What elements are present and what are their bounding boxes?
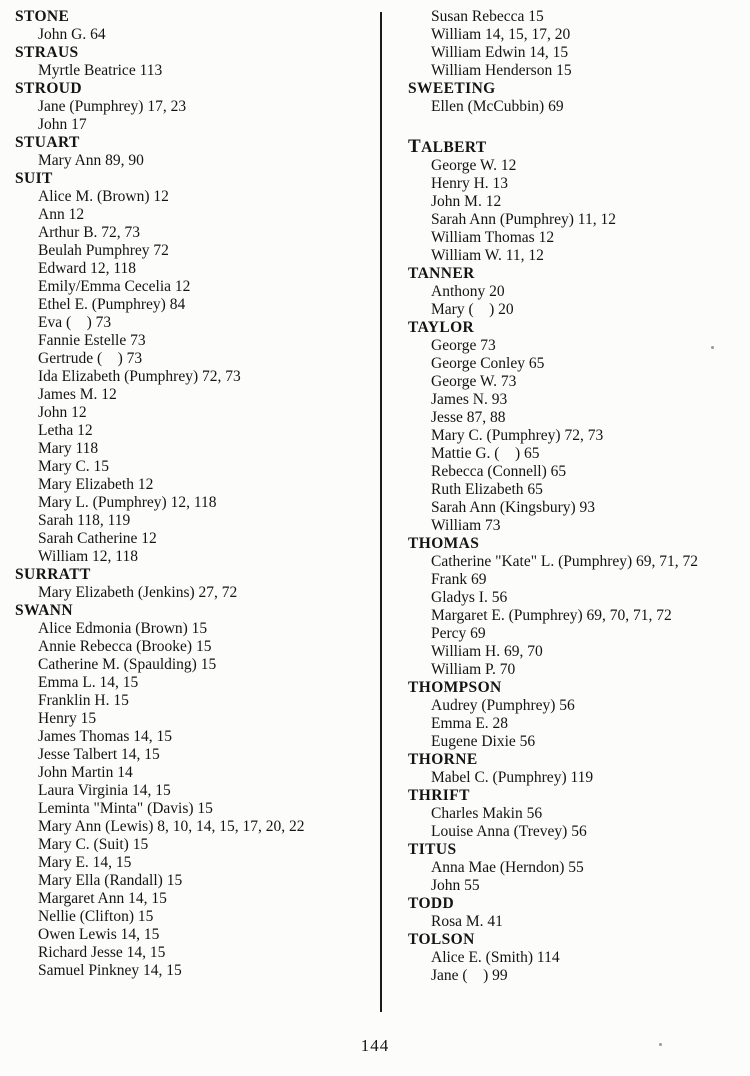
- index-entry: Henry 15: [38, 710, 97, 727]
- surname-heading: STRAUS: [15, 44, 79, 61]
- index-entry: William Thomas 12: [431, 229, 555, 246]
- index-entry: Anthony 20: [431, 283, 505, 300]
- index-entry: Mabel C. (Pumphrey) 119: [431, 769, 594, 786]
- index-entry: Letha 12: [38, 422, 93, 439]
- index-entry: Jane ( ) 99: [431, 967, 508, 984]
- index-entry: Samuel Pinkney 14, 15: [38, 962, 182, 979]
- index-entry: Frank 69: [431, 571, 487, 588]
- index-entry: Sarah 118, 119: [38, 512, 131, 529]
- index-entry: Mary L. (Pumphrey) 12, 118: [38, 494, 217, 511]
- index-entry: Franklin H. 15: [38, 692, 129, 709]
- index-entry: Myrtle Beatrice 113: [38, 62, 163, 79]
- surname-heading: THOMPSON: [408, 679, 502, 696]
- index-entry: Henry H. 13: [431, 175, 509, 192]
- surname-heading: SWANN: [15, 602, 73, 619]
- surname-heading: STONE: [15, 8, 70, 25]
- surname-heading: THORNE: [408, 751, 478, 768]
- index-entry: Ruth Elizabeth 65: [431, 481, 543, 498]
- index-entry: Alice E. (Smith) 114: [431, 949, 560, 966]
- index-entry: Ida Elizabeth (Pumphrey) 72, 73: [38, 368, 241, 385]
- index-entry: William W. 11, 12: [431, 247, 544, 264]
- surname-heading: TAYLOR: [408, 319, 475, 336]
- index-entry: Ethel E. (Pumphrey) 84: [38, 296, 186, 313]
- surname-heading: THRIFT: [408, 787, 470, 804]
- index-entry: Rebecca (Connell) 65: [431, 463, 567, 480]
- index-entry: Jesse 87, 88: [431, 409, 506, 426]
- index-entry: Charles Makin 56: [431, 805, 543, 822]
- index-entry: Emma E. 28: [431, 715, 509, 732]
- surname-heading: STUART: [15, 134, 80, 151]
- index-entry: John 12: [38, 404, 87, 421]
- index-entry: Fannie Estelle 73: [38, 332, 146, 349]
- index-entry: Mary ( ) 20: [431, 301, 514, 318]
- index-entry: Eugene Dixie 56: [431, 733, 536, 750]
- index-entry: Jane (Pumphrey) 17, 23: [38, 98, 187, 115]
- page-number: 144: [360, 1036, 390, 1055]
- index-entry: Catherine "Kate" L. (Pumphrey) 69, 71, 72: [431, 553, 699, 570]
- surname-heading: SWEETING: [408, 80, 496, 97]
- column-divider: [380, 12, 382, 1012]
- index-entry: Mary Elizabeth 12: [38, 476, 154, 493]
- index-entry: Richard Jesse 14, 15: [38, 944, 166, 961]
- index-entry: Margaret E. (Pumphrey) 69, 70, 71, 72: [431, 607, 672, 624]
- index-entry: James Thomas 14, 15: [38, 728, 173, 745]
- index-entry: James N. 93: [431, 391, 508, 408]
- scan-speck: [711, 346, 714, 349]
- index-entry: John Martin 14: [38, 764, 133, 781]
- index-entry: John 17: [38, 116, 87, 133]
- index-entry: Percy 69: [431, 625, 486, 642]
- index-entry: Ellen (McCubbin) 69: [431, 98, 564, 115]
- index-entry: William Henderson 15: [431, 62, 572, 79]
- index-entry: Emily/Emma Cecelia 12: [38, 278, 191, 295]
- index-entry: Eva ( ) 73: [38, 314, 112, 331]
- index-entry: John G. 64: [38, 26, 106, 43]
- index-entry: Mary C. 15: [38, 458, 110, 475]
- index-entry: Beulah Pumphrey 72: [38, 242, 169, 259]
- index-entry: George W. 73: [431, 373, 517, 390]
- index-entry: William 14, 15, 17, 20: [431, 26, 571, 43]
- index-entry: Sarah Ann (Pumphrey) 11, 12: [431, 211, 616, 228]
- index-entry: Rosa M. 41: [431, 913, 503, 930]
- index-entry: John M. 12: [431, 193, 502, 210]
- index-entry: William Edwin 14, 15: [431, 44, 569, 61]
- surname-heading: TALBERT: [408, 136, 487, 157]
- surname-heading: TODD: [408, 895, 455, 912]
- index-entry: Mary C. (Pumphrey) 72, 73: [431, 427, 604, 444]
- index-entry: Margaret Ann 14, 15: [38, 890, 167, 907]
- index-entry: Mary E. 14, 15: [38, 854, 132, 871]
- index-entry: James M. 12: [38, 386, 117, 403]
- index-entry: Laura Virginia 14, 15: [38, 782, 171, 799]
- index-entry: Nellie (Clifton) 15: [38, 908, 154, 925]
- index-entry: Mary Ann 89, 90: [38, 152, 144, 169]
- index-entry: Mary 118: [38, 440, 99, 457]
- index-entry: Mattie G. ( ) 65: [431, 445, 540, 462]
- index-entry: Sarah Catherine 12: [38, 530, 157, 547]
- index-entry: George W. 12: [431, 157, 517, 174]
- index-entry: George Conley 65: [431, 355, 545, 372]
- surname-heading: STROUD: [15, 80, 82, 97]
- index-entry: Alice Edmonia (Brown) 15: [38, 620, 208, 637]
- index-entry: Arthur B. 72, 73: [38, 224, 141, 241]
- index-entry: Louise Anna (Trevey) 56: [431, 823, 587, 840]
- index-entry: Gertrude ( ) 73: [38, 350, 143, 367]
- index-entry: John 55: [431, 877, 480, 894]
- index-entry: Edward 12, 118: [38, 260, 137, 277]
- index-column-left: [15, 8, 377, 980]
- index-entry: Owen Lewis 14, 15: [38, 926, 160, 943]
- section-initial-letter: T: [408, 136, 422, 157]
- index-entry: Emma L. 14, 15: [38, 674, 139, 691]
- surname-heading: TANNER: [408, 265, 475, 282]
- index-entry: Mary Ann (Lewis) 8, 10, 14, 15, 17, 20, 22: [38, 818, 305, 835]
- index-entry: Leminta "Minta" (Davis) 15: [38, 800, 213, 817]
- index-entry: Catherine M. (Spaulding) 15: [38, 656, 217, 673]
- scan-speck: [659, 1043, 662, 1046]
- index-entry: William H. 69, 70: [431, 643, 543, 660]
- index-entry: Jesse Talbert 14, 15: [38, 746, 160, 763]
- index-entry: Ann 12: [38, 206, 85, 223]
- index-entry: Mary Ella (Randall) 15: [38, 872, 183, 889]
- index-entry: Alice M. (Brown) 12: [38, 188, 169, 205]
- index-entry: George 73: [431, 337, 496, 354]
- surname-heading: THOMAS: [408, 535, 480, 552]
- index-entry: Mary Elizabeth (Jenkins) 27, 72: [38, 584, 238, 601]
- index-entry: William 73: [431, 517, 501, 534]
- index-entry: William P. 70: [431, 661, 516, 678]
- index-entry: Gladys I. 56: [431, 589, 508, 606]
- index-entry: Audrey (Pumphrey) 56: [431, 697, 575, 714]
- index-entry: Sarah Ann (Kingsbury) 93: [431, 499, 596, 516]
- index-entry: Anna Mae (Herndon) 55: [431, 859, 584, 876]
- surname-heading: SUIT: [15, 170, 53, 187]
- index-entry: Mary C. (Suit) 15: [38, 836, 149, 853]
- index-entry: Susan Rebecca 15: [431, 8, 544, 25]
- surname-heading: TOLSON: [408, 931, 475, 948]
- surname-heading: SURRATT: [15, 566, 91, 583]
- surname-heading: TITUS: [408, 841, 457, 858]
- index-entry: Annie Rebecca (Brooke) 15: [38, 638, 212, 655]
- index-entry: William 12, 118: [38, 548, 138, 565]
- index-column-right: [408, 8, 746, 985]
